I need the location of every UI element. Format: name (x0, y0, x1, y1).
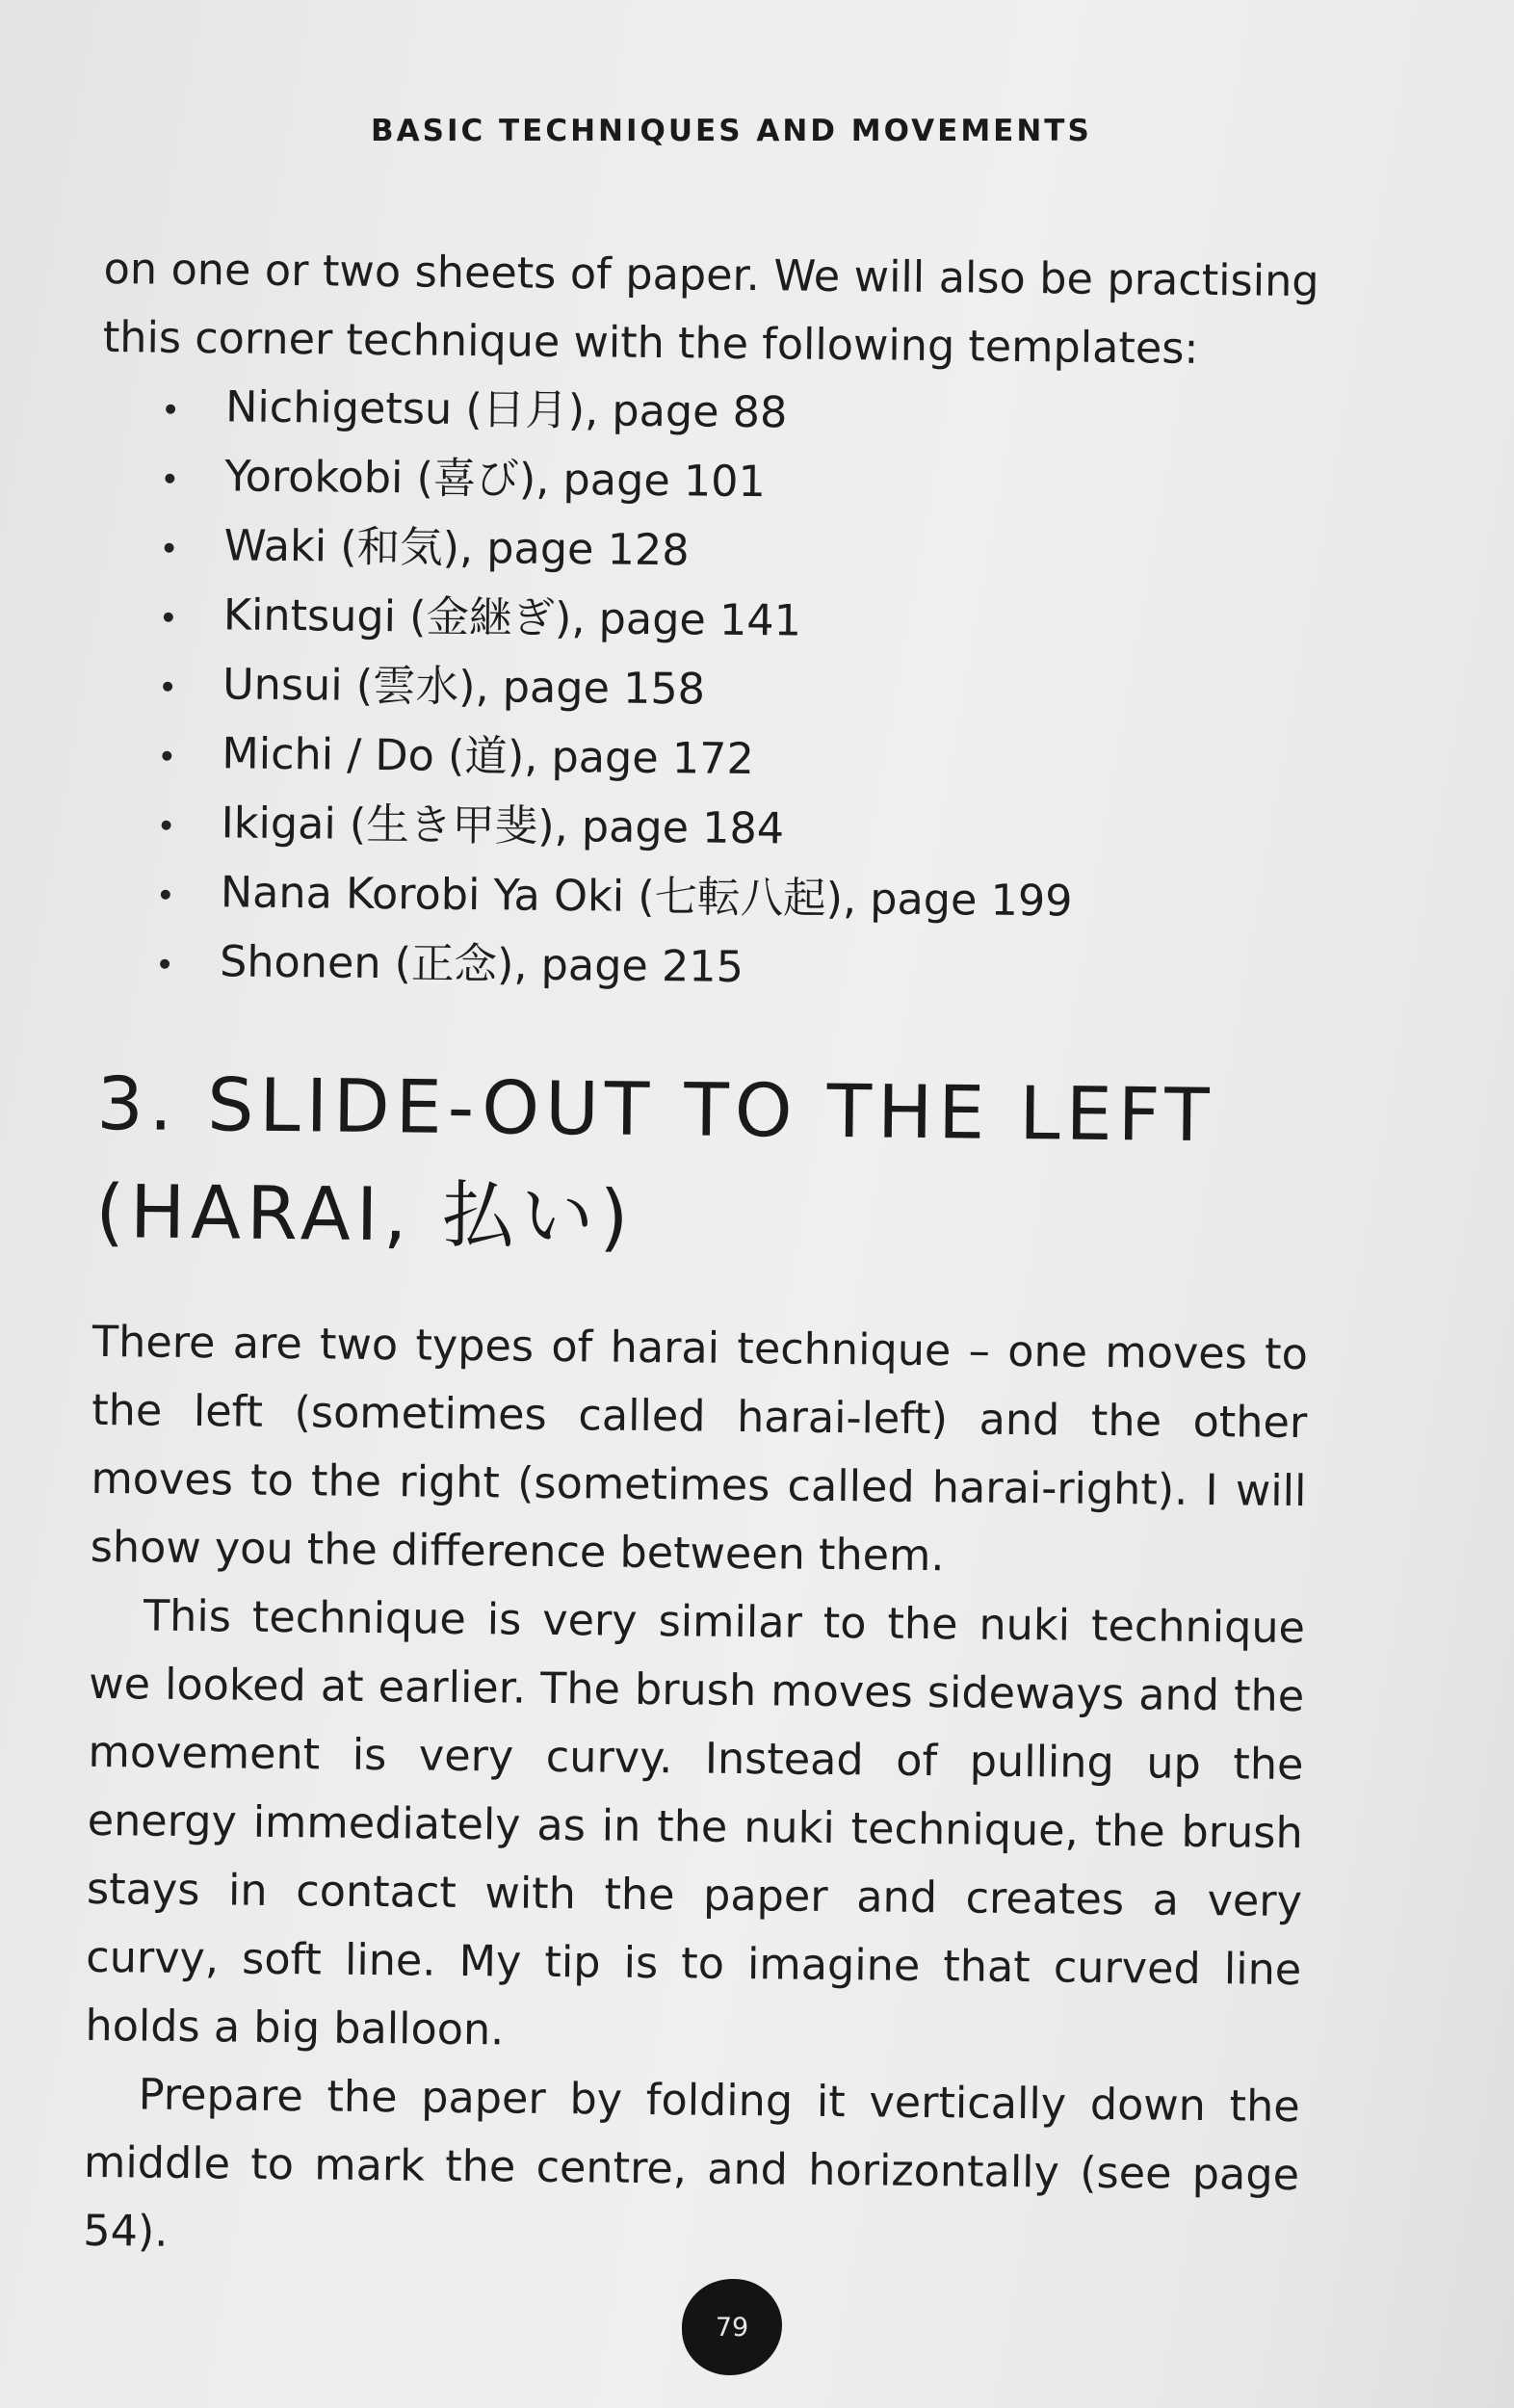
list-item-text: Unsui (雲水), page 158 (222, 660, 706, 715)
section-body (83, 1308, 1308, 2278)
list-item-text: Michi / Do (道), page 172 (222, 729, 755, 785)
bullet-icon (165, 543, 174, 553)
bullet-icon (166, 405, 175, 414)
list-item-text: Nichigetsu (日月), page 88 (224, 382, 788, 438)
bullet-icon (160, 959, 170, 969)
list-item (155, 650, 1316, 732)
body-paragraph-2: This technique is very similar to the nuki technique we looked at earlier. The brush moves sideways and the movement is very curvy. Instead of pulling up the energy immediately as in the nuki technique, the brush stays in contact with the paper and creates a very curvy, soft line. My tip is to imagine that curved line holds a big balloon. (85, 1591, 1306, 2055)
list-item (156, 511, 1317, 593)
bullet-icon (161, 890, 170, 900)
bullet-icon (164, 613, 173, 622)
list-item-text: Kintsugi (金継ぎ), page 141 (222, 590, 802, 646)
bullet-icon (162, 821, 171, 830)
page-number-badge (682, 2279, 782, 2375)
list-item (153, 789, 1314, 871)
page-number: 79 (715, 2312, 749, 2343)
template-list (96, 372, 1318, 1008)
bullet-icon (165, 474, 174, 484)
list-item-text: Nana Korobi Ya Oki (七転八起), page 199 (220, 868, 1073, 927)
page-content (83, 235, 1319, 2278)
list-item (154, 720, 1315, 801)
list-item (155, 581, 1316, 663)
list-item-text: Waki (和気), page 128 (223, 521, 690, 576)
section-heading-line-2: (HARAI, 払い) (94, 1167, 635, 1260)
body-paragraph-1: There are two types of harai technique – one moves to the left (sometimes called harai-left) and the other moves to the right (sometimes called harai-right). I will show you the difference between them. (90, 1317, 1309, 1582)
list-item-text: Shonen (正念), page 215 (219, 937, 744, 992)
list-item (152, 858, 1313, 940)
list-item-text: Ikigai (生き甲斐), page 184 (221, 798, 785, 854)
bullet-icon (162, 751, 171, 761)
list-item-text: Yorokobi (喜び), page 101 (224, 452, 767, 508)
section-heading (95, 1050, 1311, 1278)
bullet-icon (163, 682, 172, 692)
list-item (152, 928, 1313, 1009)
list-item (158, 373, 1318, 455)
intro-paragraph: on one or two sheets of paper. We will also be practising this corner technique with the following templates: (102, 244, 1319, 374)
list-item (157, 442, 1318, 524)
body-paragraph-3: Prepare the paper by folding it vertically down the middle to mark the centre, and horizontally (see page 54). (83, 2070, 1300, 2257)
running-head: BASIC TECHNIQUES AND MOVEMENTS (371, 114, 1092, 148)
section-heading-line-1: 3. SLIDE-OUT TO THE LEFT (96, 1060, 1216, 1159)
